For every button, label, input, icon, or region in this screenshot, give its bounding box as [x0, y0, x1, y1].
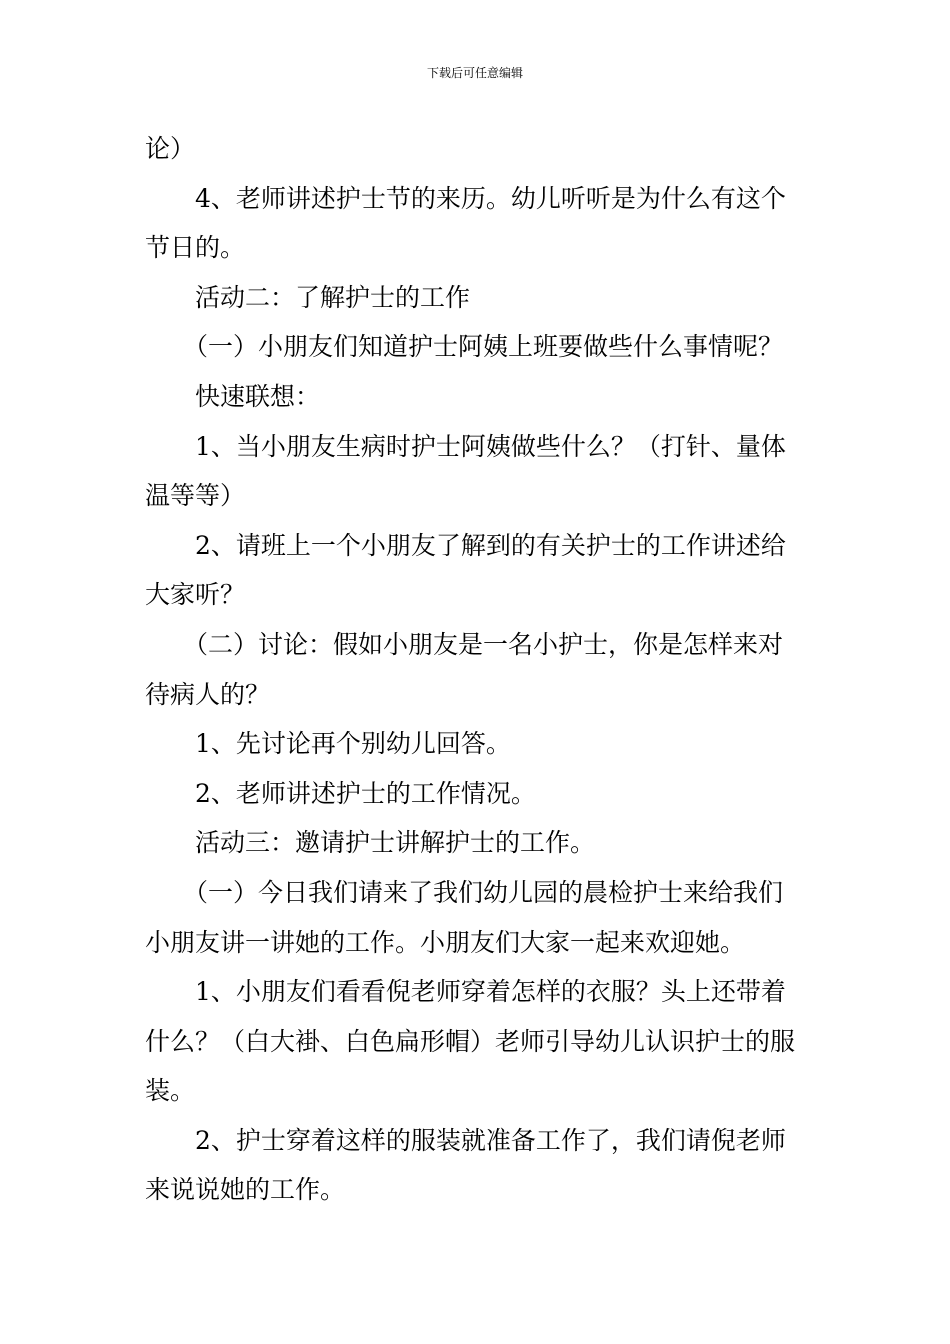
- paragraph-8: （二）讨论：假如小朋友是一名小护士，你是怎样来对待病人的？: [145, 629, 784, 709]
- paragraph-13: 1、小朋友们看看倪老师穿着怎样的衣服？头上还带着什么？（白大褂、白色扁形帽）老师引导幼儿认识护士的服装。: [145, 977, 796, 1106]
- document-body: [145, 124, 807, 1215]
- section-heading-activity-2: 活动二：了解护士的工作: [195, 282, 471, 312]
- paragraph-1: 论）: [145, 134, 196, 163]
- paragraph-2: 4、老师讲述护士节的来历。幼儿听听是为什么有这个节日的。: [145, 183, 786, 263]
- paragraph-6: 1、当小朋友生病时护士阿姨做些什么？（打针、量体温等等）: [145, 431, 786, 511]
- paragraph-14: 2、护士穿着这样的服装就准备工作了，我们请倪老师来说说她的工作。: [145, 1125, 786, 1205]
- paragraph-12: （一）今日我们请来了我们幼儿园的晨检护士来给我们小朋友讲一讲她的工作。小朋友们大家一起来欢迎她。: [145, 877, 784, 957]
- section-heading-activity-3: 活动三：邀请护士讲解护士的工作。: [195, 828, 596, 858]
- paragraph-4: （一）小朋友们知道护士阿姨上班要做些什么事情呢？: [183, 332, 784, 362]
- page-header: 下载后可任意编辑: [426, 66, 523, 80]
- paragraph-10: 2、老师讲述护士的工作情况。: [195, 778, 536, 808]
- paragraph-9: 1、先讨论再个别幼儿回答。: [195, 729, 511, 759]
- paragraph-5: 快速联想：: [195, 381, 321, 411]
- paragraph-7: 2、请班上一个小朋友了解到的有关护士的工作讲述给大家听？: [145, 530, 786, 610]
